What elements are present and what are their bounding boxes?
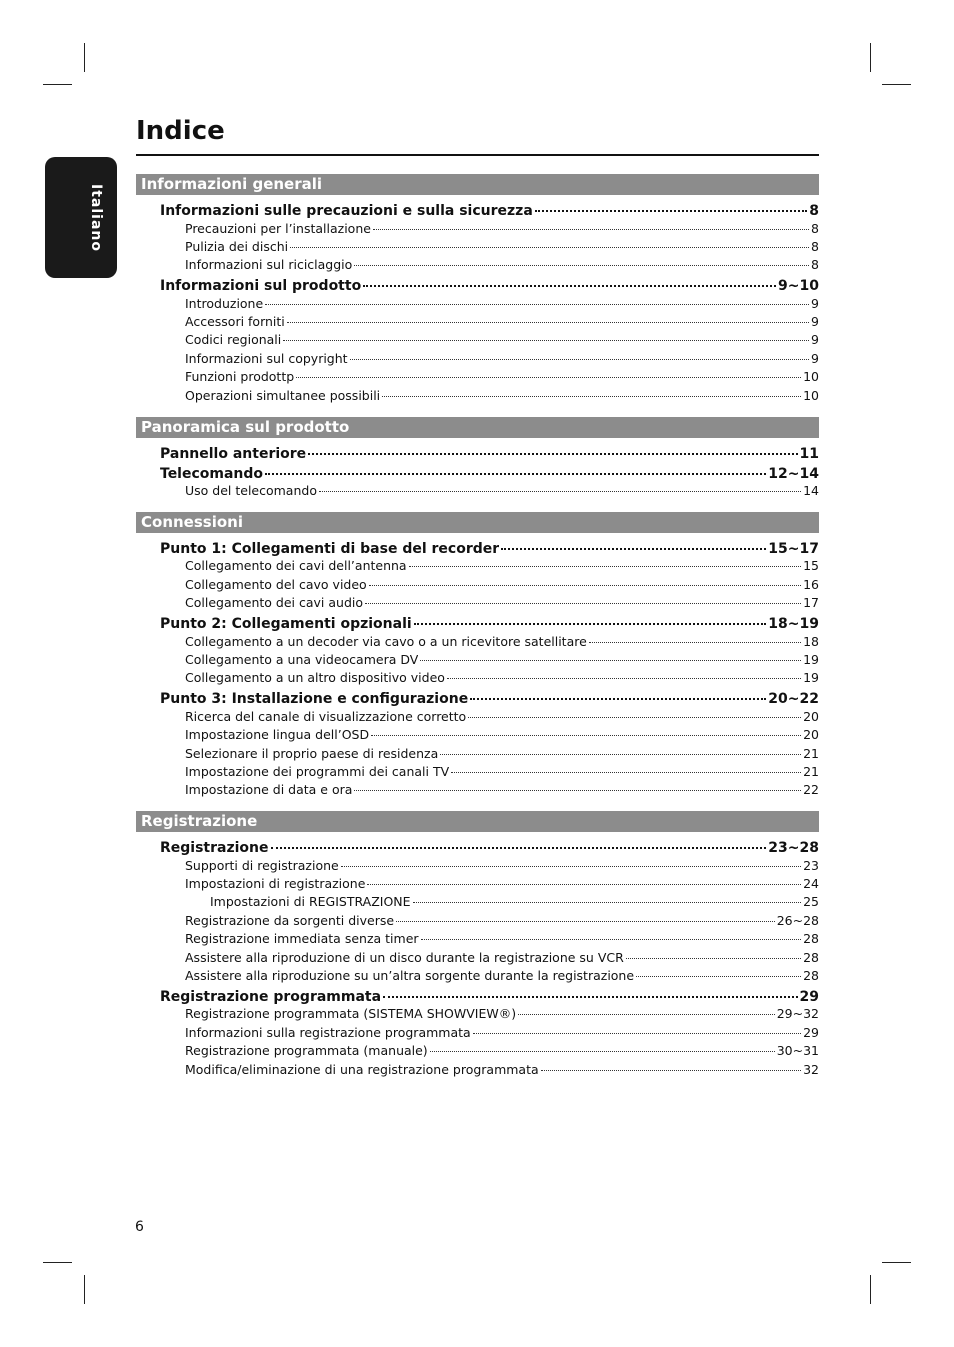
toc-section [136,811,819,1078]
dot-leader [541,1060,801,1071]
page-title: Indice [136,116,225,146]
dot-leader [354,781,801,792]
toc-entry-title: Collegamento a un altro dispositivo video [185,670,445,686]
toc-entry-page: 12~14 [768,465,819,482]
toc-entry-title: Punto 3: Installazione e configurazione [160,691,469,708]
toc-entry-title: Impostazioni di REGISTRAZIONE [210,894,411,910]
toc-entry-page: 11 [799,445,819,462]
toc-entry-sub[interactable] [136,911,819,929]
toc-entry-sub[interactable] [136,594,819,612]
toc-entry-page: 8 [811,220,819,236]
toc-entry-title: Punto 2: Collegamenti opzionali [160,616,412,633]
toc-entry-page: 32 [803,1061,819,1077]
toc-entry-page: 19 [803,670,819,686]
toc-entry-sub[interactable] [136,726,819,744]
toc-entry-main[interactable] [136,687,819,707]
toc-entry-page: 17 [803,595,819,611]
toc-entry-page: 21 [803,763,819,779]
toc-entry-page: 24 [803,876,819,892]
crop-mark [84,1275,85,1304]
toc-entry-title: Precauzioni per l’installazione [185,220,371,236]
toc-entry-sub[interactable] [136,948,819,966]
dot-leader [421,930,802,941]
toc-entry-page: 9 [811,295,819,311]
crop-mark [870,43,871,72]
toc-entry-page: 15~17 [768,540,819,557]
toc-entry-page: 25 [803,894,819,910]
toc-entry-sub[interactable] [136,1060,819,1078]
dot-leader [265,462,766,475]
toc-entry-title: Modifica/eliminazione di una registrazione programmata [185,1061,539,1077]
toc-entry-page: 15 [803,558,819,574]
crop-mark [870,1275,871,1304]
toc-entry-page: 21 [803,745,819,761]
toc-entry-sub[interactable] [136,875,819,893]
toc-entry-sub[interactable] [136,237,819,255]
toc-entry-title: Informazioni sul riciclaggio [185,257,353,273]
toc-entry-main[interactable] [136,836,819,856]
toc-entry-title: Funzioni prodottp [185,369,295,385]
toc-entry-page: 8 [811,238,819,254]
toc-entry-page: 18~19 [768,616,819,633]
toc-entry-sub[interactable] [136,1023,819,1041]
toc-entry-sub[interactable] [136,762,819,780]
toc-entry-sub[interactable] [136,650,819,668]
dot-leader [383,985,797,998]
dot-leader [296,368,801,379]
toc-entry-page: 9~10 [778,278,819,295]
toc-entry-title: Operazioni simultanee possibili [185,387,381,403]
toc-entry-page: 26~28 [776,912,819,928]
toc-entry-page: 20 [803,727,819,743]
toc-entry-title: Collegamento dei cavi audio [185,595,364,611]
dot-leader [430,1042,775,1053]
toc-entry-page: 10 [803,369,819,385]
toc-entry-title: Collegamento a un decoder via cavo o a un ricevitore satellitare [185,633,587,649]
dot-leader [283,331,809,342]
crop-mark [43,84,72,85]
toc-entry-title: Punto 1: Collegamenti di base del recorder [160,540,500,557]
dot-leader [354,256,809,267]
dot-leader [626,948,801,959]
toc-entry-page: 28 [803,968,819,984]
dot-leader [420,650,801,661]
dot-leader [409,557,802,568]
toc-entry-page: 10 [803,387,819,403]
toc-entry-title: Uso del telecomando [185,483,317,499]
toc-section [136,174,819,405]
toc-entry-sub[interactable] [136,1042,819,1060]
section-heading: Panoramica sul prodotto [136,417,819,438]
toc-entry-title: Pannello anteriore [160,445,307,462]
toc-entry-main[interactable] [136,462,819,482]
toc-entry-title: Collegamento dei cavi dell’antenna [185,558,407,574]
toc-entry-title: Ricerca del canale di visualizzazione corretto [185,708,467,724]
toc-entry-main[interactable] [136,985,819,1005]
toc-entry-title: Registrazione programmata (SISTEMA SHOWVIEW®) [185,1006,517,1022]
toc-entry-title: Assistere alla riproduzione di un disco durante la registrazione su VCR [185,949,624,965]
toc-entry-page: 9 [811,332,819,348]
section-heading: Connessioni [136,512,819,533]
dot-leader [396,911,775,922]
dot-leader [382,386,801,397]
dot-leader [473,1023,801,1034]
toc-entry-title: Assistere alla riproduzione su un’altra sorgente durante la registrazione [185,968,635,984]
toc-entry-sub[interactable] [136,669,819,687]
toc-entry-title: Informazioni sul copyright [185,350,348,366]
toc-entry-sub[interactable] [136,368,819,386]
toc-entry-page: 16 [803,576,819,592]
toc-entry-sub[interactable] [136,256,819,274]
dot-leader [535,199,807,212]
toc-entry-sub[interactable] [136,632,819,650]
section-heading: Informazioni generali [136,174,819,195]
dot-leader [501,537,766,550]
table-of-contents [136,174,819,1091]
page-number: 6 [135,1219,144,1235]
dot-leader [371,726,801,737]
language-tab [45,157,117,278]
toc-entry-title: Supporti di registrazione [185,857,339,873]
section-heading: Registrazione [136,811,819,832]
toc-entry-title: Informazioni sul prodotto [160,278,362,295]
toc-entry-title: Pulizia dei dischi [185,238,289,254]
toc-entry-page: 23 [803,857,819,873]
dot-leader [290,237,809,248]
toc-entry-sub[interactable] [136,294,819,312]
toc-entry-title: Registrazione da sorgenti diverse [185,912,395,928]
toc-entry-page: 30~31 [776,1043,819,1059]
toc-entry-page: 29 [799,988,819,1005]
toc-entry-sub[interactable] [136,781,819,799]
toc-entry-main[interactable] [136,537,819,557]
toc-entry-sub[interactable] [136,744,819,762]
toc-entry-sub[interactable] [136,893,819,911]
dot-leader [447,669,801,680]
dot-leader [518,1005,775,1016]
dot-leader [468,707,801,718]
toc-entry-title: Registrazione immediata senza timer [185,931,419,947]
dot-leader [451,762,801,773]
toc-entry-title: Collegamento a una videocamera DV [185,651,419,667]
toc-entry-sub[interactable] [136,967,819,985]
toc-section [136,417,819,500]
toc-entry-title: Telecomando [160,465,264,482]
dot-leader [365,594,801,605]
toc-entry-sub[interactable] [136,575,819,593]
toc-entry-page: 14 [803,483,819,499]
toc-entry-title: Registrazione programmata (manuale) [185,1043,428,1059]
crop-mark [84,43,85,72]
crop-mark [882,1262,911,1263]
toc-entry-sub[interactable] [136,349,819,367]
toc-entry-title: Accessori forniti [185,314,285,330]
toc-entry-title: Codici regionali [185,332,282,348]
toc-entry-page: 8 [811,257,819,273]
toc-entry-main[interactable] [136,199,819,219]
crop-mark [43,1262,72,1263]
toc-entry-sub[interactable] [136,313,819,331]
toc-entry-page: 18 [803,633,819,649]
toc-section [136,512,819,799]
toc-entry-title: Introduzione [185,295,264,311]
toc-entry-title: Impostazione lingua dell’OSD [185,727,370,743]
toc-entry-title: Impostazione di data e ora [185,782,353,798]
toc-entry-title: Collegamento del cavo video [185,576,367,592]
toc-entry-title: Impostazione dei programmi dei canali TV [185,763,450,779]
toc-entry-page: 23~28 [768,840,819,857]
toc-entry-title: Informazioni sulla registrazione programmata [185,1024,471,1040]
dot-leader [287,313,809,324]
toc-entry-sub[interactable] [136,557,819,575]
toc-entry-page: 20~22 [768,691,819,708]
toc-entry-page: 9 [811,314,819,330]
toc-entry-main[interactable] [136,442,819,462]
toc-entry-sub[interactable] [136,219,819,237]
toc-entry-sub[interactable] [136,930,819,948]
toc-entry-page: 28 [803,931,819,947]
dot-leader [350,349,809,360]
dot-leader [413,893,802,904]
dot-leader [589,632,801,643]
dot-leader [440,744,801,755]
toc-entry-page: 29 [803,1024,819,1040]
toc-entry-page: 20 [803,708,819,724]
dot-leader [341,856,801,867]
toc-entry-sub[interactable] [136,331,819,349]
title-rule [136,154,819,156]
dot-leader [369,575,801,586]
dot-leader [363,274,776,287]
dot-leader [636,967,801,978]
dot-leader [265,294,809,305]
toc-entry-title: Registrazione [160,840,269,857]
toc-entry-page: 9 [811,350,819,366]
toc-entry-sub[interactable] [136,707,819,725]
toc-entry-main[interactable] [136,612,819,632]
dot-leader [271,836,767,849]
toc-entry-page: 29~32 [776,1006,819,1022]
toc-entry-title: Selezionare il proprio paese di residenza [185,745,439,761]
language-tab-label: Italiano [88,184,104,252]
toc-entry-sub[interactable] [136,856,819,874]
dot-leader [470,687,766,700]
dot-leader [308,442,797,455]
toc-entry-page: 8 [809,203,819,219]
toc-entry-title: Impostazioni di registrazione [185,876,366,892]
toc-entry-main[interactable] [136,274,819,294]
toc-entry-title: Informazioni sulle precauzioni e sulla sicurezza [160,203,533,219]
toc-entry-sub[interactable] [136,482,819,500]
toc-entry-title: Registrazione programmata [160,988,382,1005]
dot-leader [319,482,801,493]
dot-leader [367,875,801,886]
toc-entry-page: 19 [803,651,819,667]
crop-mark [882,84,911,85]
toc-entry-sub[interactable] [136,386,819,404]
dot-leader [414,612,767,625]
toc-entry-sub[interactable] [136,1005,819,1023]
dot-leader [373,219,809,230]
toc-entry-page: 22 [803,782,819,798]
toc-entry-page: 28 [803,949,819,965]
